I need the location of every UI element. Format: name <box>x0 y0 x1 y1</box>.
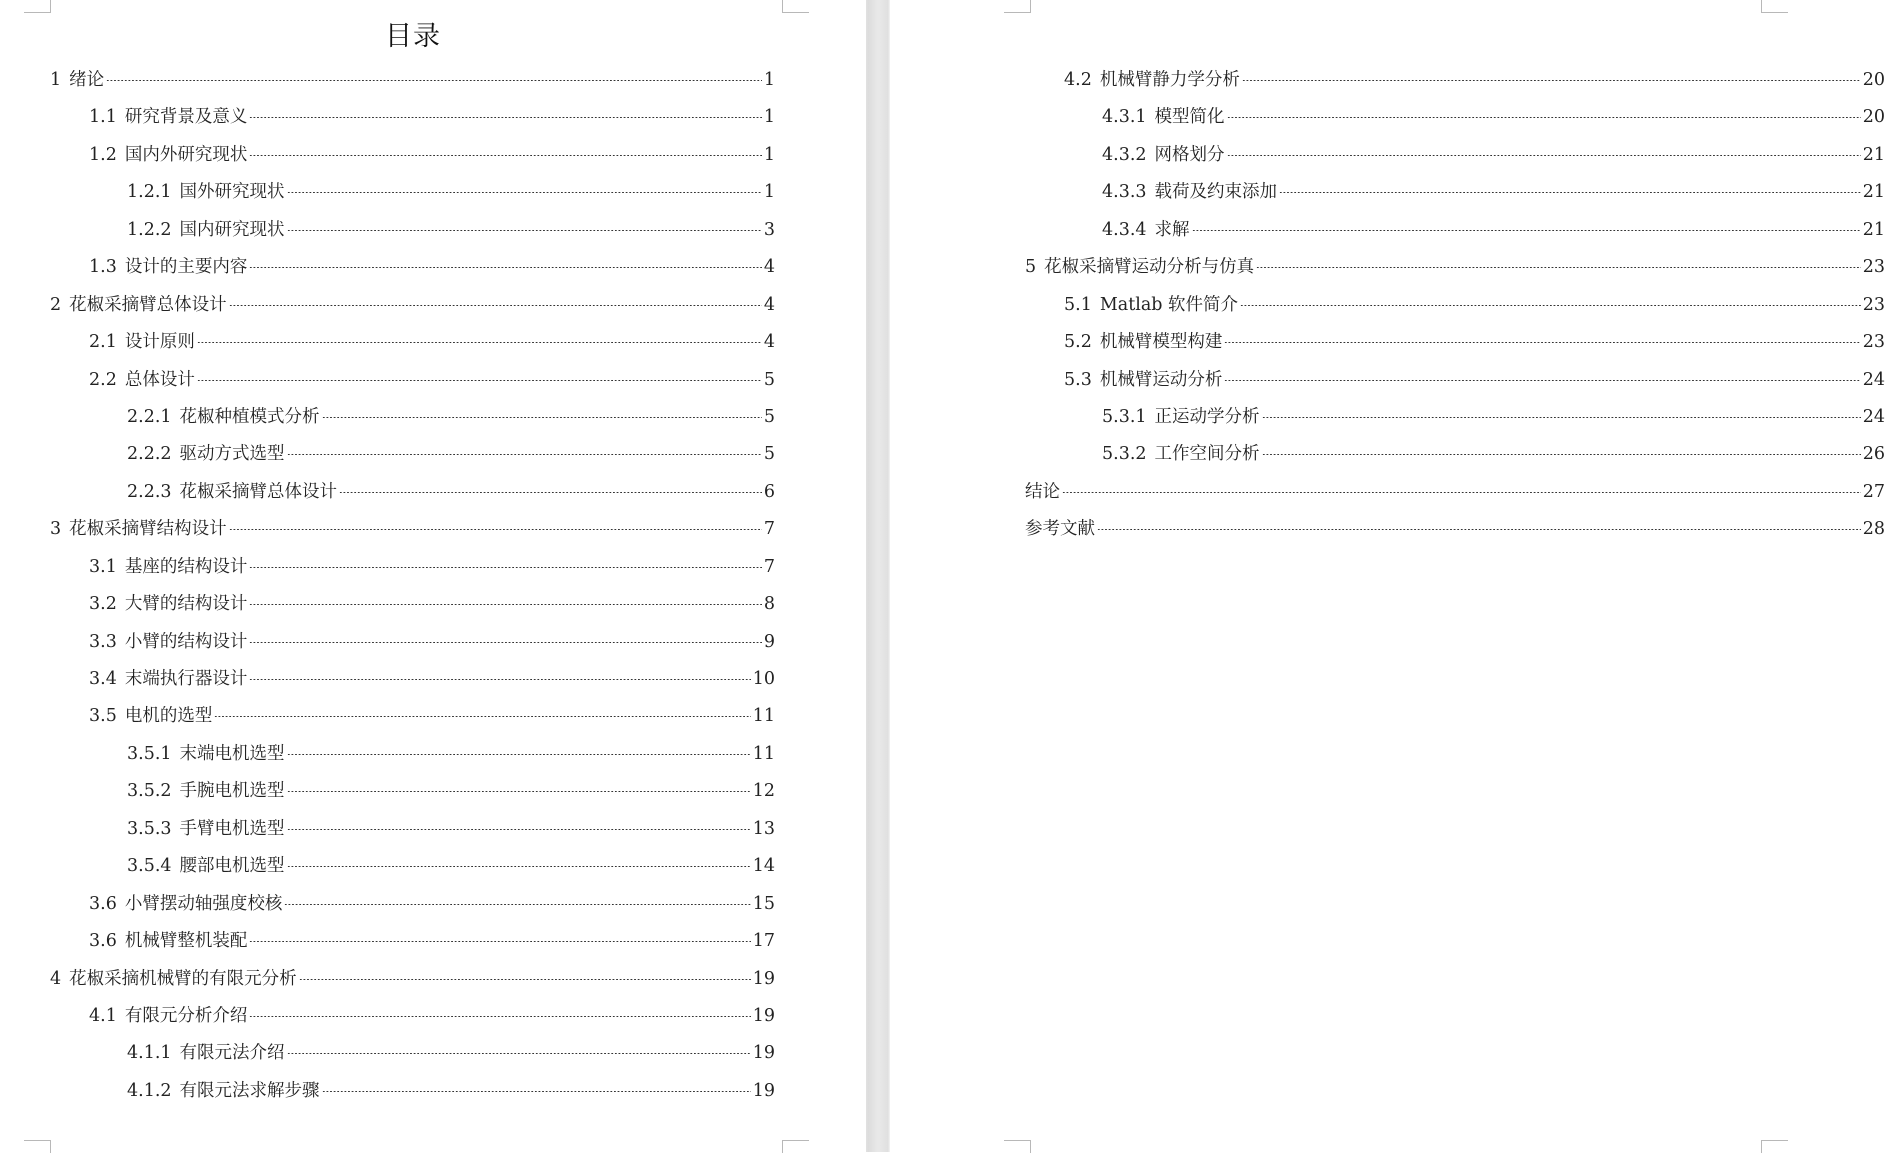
crop-mark-bottom-right <box>782 1140 809 1153</box>
toc-entry[interactable] <box>50 698 775 735</box>
toc-entry-number: 3 <box>50 519 62 540</box>
toc-dot-leader <box>249 941 750 942</box>
toc-entry[interactable] <box>50 624 775 661</box>
toc-entry-page-number: 1 <box>763 182 775 203</box>
toc-entry-number: 5.2 <box>1064 332 1092 353</box>
toc-entry[interactable] <box>50 923 775 960</box>
toc-entry-page-number: 19 <box>752 1043 775 1064</box>
toc-entry[interactable] <box>50 174 775 211</box>
toc-entry-page-number: 13 <box>752 818 775 839</box>
toc-entry-label: 驱动方式选型 <box>179 444 285 465</box>
document-page-right <box>890 0 1885 1152</box>
toc-entry-label: 设计的主要内容 <box>124 257 248 278</box>
toc-entry-page-number: 4 <box>763 332 775 353</box>
toc-entry-label: 小臂摆动轴强度校核 <box>124 893 283 914</box>
toc-dot-leader <box>106 80 762 81</box>
toc-dot-leader <box>287 192 762 193</box>
toc-entry[interactable] <box>50 399 775 436</box>
toc-entry-page-number: 28 <box>1862 519 1885 540</box>
toc-entry-page-number: 23 <box>1862 257 1885 278</box>
toc-entry[interactable] <box>50 137 775 174</box>
toc-dot-leader <box>1256 267 1861 268</box>
toc-entry-number: 1.2.2 <box>127 219 172 240</box>
toc-entry[interactable] <box>50 62 775 99</box>
toc-entry[interactable] <box>50 886 775 923</box>
toc-entry-page-number: 8 <box>763 594 775 615</box>
toc-entry-number: 3.5.4 <box>127 856 172 877</box>
toc-entry-page-number: 15 <box>752 893 775 914</box>
toc-dot-leader <box>249 1016 750 1017</box>
toc-dot-leader <box>249 155 762 156</box>
toc-dot-leader <box>1262 454 1861 455</box>
toc-dot-leader <box>287 791 751 792</box>
toc-entry-label: 绪论 <box>69 70 105 90</box>
toc-entry-label: 结论 <box>1025 481 1060 502</box>
toc-entry[interactable] <box>50 324 775 361</box>
toc-entry-page-number: 26 <box>1862 444 1885 465</box>
toc-entry-page-number: 14 <box>752 856 775 877</box>
toc-entry-number: 2.2.1 <box>127 406 172 427</box>
toc-entry-label: 参考文献 <box>1025 519 1095 540</box>
toc-entry[interactable] <box>1025 436 1885 473</box>
toc-entry-label: 花椒种植模式分析 <box>179 406 320 427</box>
toc-dot-leader <box>249 642 762 643</box>
toc-dot-leader <box>1227 117 1861 118</box>
toc-entry-label: 网格划分 <box>1154 144 1225 165</box>
toc-entry-page-number: 23 <box>1862 332 1885 353</box>
toc-entry-page-number: 20 <box>1862 70 1885 90</box>
toc-entry[interactable] <box>1025 249 1885 286</box>
toc-entry-page-number: 7 <box>763 519 775 540</box>
toc-dot-leader <box>249 267 762 268</box>
toc-dot-leader <box>287 454 762 455</box>
toc-entry-label: 机械臂整机装配 <box>124 931 248 952</box>
toc-entry-number: 3.6 <box>89 931 117 952</box>
toc-entry-page-number: 19 <box>752 1005 775 1026</box>
toc-entry[interactable] <box>50 1035 775 1072</box>
toc-entry-number: 4.3.1 <box>1102 107 1147 128</box>
toc-entry-page-number: 21 <box>1862 144 1885 165</box>
crop-mark-top-left <box>24 0 51 13</box>
toc-entry-page-number: 5 <box>763 406 775 427</box>
toc-dot-leader <box>229 529 762 530</box>
toc-entry[interactable] <box>50 99 775 136</box>
toc-entry-label: 基座的结构设计 <box>124 556 248 577</box>
toc-entry-label: 机械臂运动分析 <box>1099 369 1223 390</box>
toc-entry[interactable] <box>50 736 775 773</box>
toc-entry-number: 5.3.1 <box>1102 406 1147 427</box>
toc-entry-page-number: 21 <box>1862 182 1885 203</box>
toc-entry-number: 4.1 <box>89 1005 117 1026</box>
toc-entry-label: 手腕电机选型 <box>179 781 285 802</box>
toc-entry-number: 5.3.2 <box>1102 444 1147 465</box>
toc-entry[interactable] <box>50 249 775 286</box>
toc-entry-number: 2.1 <box>89 332 117 353</box>
toc-entry-page-number: 4 <box>763 257 775 278</box>
toc-entry-page-number: 1 <box>763 70 775 90</box>
toc-dot-leader <box>249 679 750 680</box>
toc-entry[interactable] <box>50 1073 775 1110</box>
crop-mark-top-right <box>1761 0 1788 13</box>
toc-entry-page-number: 12 <box>752 781 775 802</box>
page-gap <box>866 0 890 1152</box>
toc-entry[interactable] <box>50 362 775 399</box>
toc-entry[interactable] <box>1025 174 1885 211</box>
toc-entry-label: 正运动学分析 <box>1154 406 1260 427</box>
toc-entry-page-number: 24 <box>1862 369 1885 390</box>
toc-entry-number: 3.6 <box>89 893 117 914</box>
toc-entry-page-number: 17 <box>752 931 775 952</box>
toc-entry-page-number: 19 <box>752 968 775 989</box>
crop-mark-top-left <box>1004 0 1031 13</box>
toc-entry[interactable] <box>1025 287 1885 324</box>
toc-entry[interactable] <box>50 436 775 473</box>
toc-entry-number: 1.3 <box>89 257 117 278</box>
toc-entry-number: 5.3 <box>1064 369 1092 390</box>
toc-title: 目录 <box>385 21 441 52</box>
toc-entry-page-number: 1 <box>763 144 775 165</box>
crop-mark-top-right <box>782 0 809 13</box>
toc-entry-label: 小臂的结构设计 <box>124 631 248 652</box>
toc-dot-leader <box>1262 417 1861 418</box>
toc-entry-label: 花椒采摘臂运动分析与仿真 <box>1044 257 1255 278</box>
toc-entry-number: 3.5.3 <box>127 818 172 839</box>
toc-entry-label: 末端执行器设计 <box>124 669 248 689</box>
toc-entry-page-number: 23 <box>1862 294 1885 315</box>
toc-entry-number: 1.1 <box>89 107 117 128</box>
toc-entry-label: 国内外研究现状 <box>124 144 248 165</box>
toc-entry-number: 1.2 <box>89 144 117 165</box>
toc-entry-number: 2.2 <box>89 369 117 390</box>
toc-entry[interactable] <box>1025 99 1885 136</box>
toc-entry-label: Matlab 软件简介 <box>1099 294 1239 315</box>
toc-entry-page-number: 20 <box>1862 107 1885 128</box>
toc-dot-leader <box>1224 380 1860 381</box>
toc-entry[interactable] <box>1025 212 1885 249</box>
toc-dot-leader <box>287 230 762 231</box>
toc-entry[interactable] <box>50 212 775 249</box>
toc-entry[interactable] <box>1025 399 1885 436</box>
toc-entry[interactable] <box>1025 511 1885 548</box>
toc-entry-label: 研究背景及意义 <box>124 107 248 128</box>
toc-entry-page-number: 6 <box>763 481 775 502</box>
toc-entry-label: 机械臂静力学分析 <box>1099 70 1240 90</box>
toc-list-right <box>1025 62 1885 549</box>
toc-dot-leader <box>249 567 762 568</box>
toc-dot-leader <box>1227 155 1861 156</box>
toc-entry-number: 3.5 <box>89 706 117 727</box>
toc-entry-number: 3.5.2 <box>127 781 172 802</box>
toc-entry[interactable] <box>50 511 775 548</box>
toc-entry-label: 花椒采摘机械臂的有限元分析 <box>69 968 297 989</box>
toc-entry-number: 4.3.2 <box>1102 144 1147 165</box>
toc-entry-label: 有限元法求解步骤 <box>179 1080 320 1101</box>
toc-entry-page-number: 11 <box>752 706 775 727</box>
toc-entry-label: 腰部电机选型 <box>179 856 285 877</box>
toc-entry-number: 4.3.3 <box>1102 182 1147 203</box>
toc-dot-leader <box>1192 230 1861 231</box>
toc-entry-number: 3.2 <box>89 594 117 615</box>
toc-entry-number: 4 <box>50 968 62 989</box>
toc-entry-page-number: 5 <box>763 444 775 465</box>
toc-entry[interactable] <box>1025 137 1885 174</box>
toc-entry-label: 电机的选型 <box>124 706 213 727</box>
toc-entry-number: 3.1 <box>89 556 117 577</box>
toc-entry-page-number: 1 <box>763 107 775 128</box>
toc-dot-leader <box>287 1053 751 1054</box>
toc-entry-number: 2.2.2 <box>127 444 172 465</box>
toc-dot-leader <box>339 492 762 493</box>
toc-entry-number: 1 <box>50 70 62 90</box>
toc-entry-label: 有限元分析介绍 <box>124 1005 248 1026</box>
toc-dot-leader <box>197 342 762 343</box>
toc-dot-leader <box>1097 529 1861 530</box>
toc-entry-label: 国外研究现状 <box>179 182 285 203</box>
toc-entry[interactable] <box>50 773 775 810</box>
toc-entry-number: 3.4 <box>89 669 117 689</box>
toc-dot-leader <box>249 117 762 118</box>
toc-entry-label: 工作空间分析 <box>1154 444 1260 465</box>
toc-entry-label: 机械臂模型构建 <box>1099 332 1223 353</box>
toc-dot-leader <box>229 305 762 306</box>
toc-entry[interactable] <box>50 586 775 623</box>
toc-dot-leader <box>322 417 762 418</box>
toc-entry-label: 求解 <box>1154 219 1190 240</box>
toc-entry-page-number: 4 <box>763 294 775 315</box>
toc-dot-leader <box>287 829 751 830</box>
toc-dot-leader <box>1240 305 1861 306</box>
toc-dot-leader <box>197 380 762 381</box>
toc-entry-page-number: 24 <box>1862 406 1885 427</box>
toc-entry-page-number: 19 <box>752 1080 775 1101</box>
toc-entry[interactable] <box>50 961 775 998</box>
toc-dot-leader <box>299 979 751 980</box>
toc-entry[interactable] <box>1025 324 1885 361</box>
toc-entry-number: 3.3 <box>89 631 117 652</box>
crop-mark-bottom-left <box>24 1140 51 1153</box>
toc-entry-label: 手臂电机选型 <box>179 818 285 839</box>
toc-entry-label: 末端电机选型 <box>179 743 285 764</box>
crop-mark-bottom-right <box>1761 1140 1788 1153</box>
toc-entry[interactable] <box>50 474 775 511</box>
toc-dot-leader <box>1062 492 1861 493</box>
toc-dot-leader <box>214 716 750 717</box>
toc-entry-number: 4.2 <box>1064 70 1092 90</box>
toc-entry-number: 3.5.1 <box>127 743 172 764</box>
toc-dot-leader <box>284 904 750 905</box>
toc-entry-label: 总体设计 <box>124 369 195 390</box>
toc-entry-label: 载荷及约束添加 <box>1154 182 1278 203</box>
toc-entry-number: 5 <box>1025 257 1037 278</box>
toc-entry[interactable] <box>50 661 775 698</box>
toc-entry-page-number: 27 <box>1862 481 1885 502</box>
toc-entry-label: 花椒采摘臂总体设计 <box>179 481 338 502</box>
toc-dot-leader <box>287 866 751 867</box>
toc-entry-label: 花椒采摘臂总体设计 <box>69 294 227 315</box>
toc-entry-page-number: 21 <box>1862 219 1885 240</box>
document-page-left <box>0 0 866 1152</box>
toc-entry[interactable] <box>1025 362 1885 399</box>
toc-entry[interactable] <box>1025 474 1885 511</box>
toc-list-left <box>50 62 775 1110</box>
toc-entry-number: 2 <box>50 294 62 315</box>
toc-entry-number: 1.2.1 <box>127 182 172 203</box>
toc-entry-label: 花椒采摘臂结构设计 <box>69 519 227 540</box>
toc-entry-page-number: 7 <box>763 556 775 577</box>
toc-entry-number: 4.1.1 <box>127 1043 172 1064</box>
toc-entry[interactable] <box>50 848 775 885</box>
toc-dot-leader <box>249 604 762 605</box>
toc-entry-label: 模型简化 <box>1154 107 1225 128</box>
toc-entry-label: 设计原则 <box>124 332 195 353</box>
toc-entry-number: 4.1.2 <box>127 1080 172 1101</box>
toc-entry-number: 5.1 <box>1064 294 1092 315</box>
toc-entry-page-number: 10 <box>752 669 775 689</box>
toc-entry-number: 2.2.3 <box>127 481 172 502</box>
toc-entry-number: 4.3.4 <box>1102 219 1147 240</box>
toc-entry-page-number: 9 <box>763 631 775 652</box>
toc-dot-leader <box>287 754 751 755</box>
toc-entry-page-number: 3 <box>763 219 775 240</box>
toc-dot-leader <box>1224 342 1860 343</box>
toc-entry[interactable] <box>1025 62 1885 99</box>
toc-entry-label: 国内研究现状 <box>179 219 285 240</box>
crop-mark-bottom-left <box>1004 1140 1031 1153</box>
toc-entry-label: 有限元法介绍 <box>179 1043 285 1064</box>
toc-entry-page-number: 5 <box>763 369 775 390</box>
toc-entry-label: 大臂的结构设计 <box>124 594 248 615</box>
toc-entry[interactable] <box>50 549 775 586</box>
toc-entry[interactable] <box>50 287 775 324</box>
toc-entry[interactable] <box>50 811 775 848</box>
toc-entry-page-number: 11 <box>752 743 775 764</box>
toc-dot-leader <box>1242 80 1861 81</box>
toc-entry[interactable] <box>50 998 775 1035</box>
toc-dot-leader <box>322 1091 751 1092</box>
toc-dot-leader <box>1279 192 1861 193</box>
